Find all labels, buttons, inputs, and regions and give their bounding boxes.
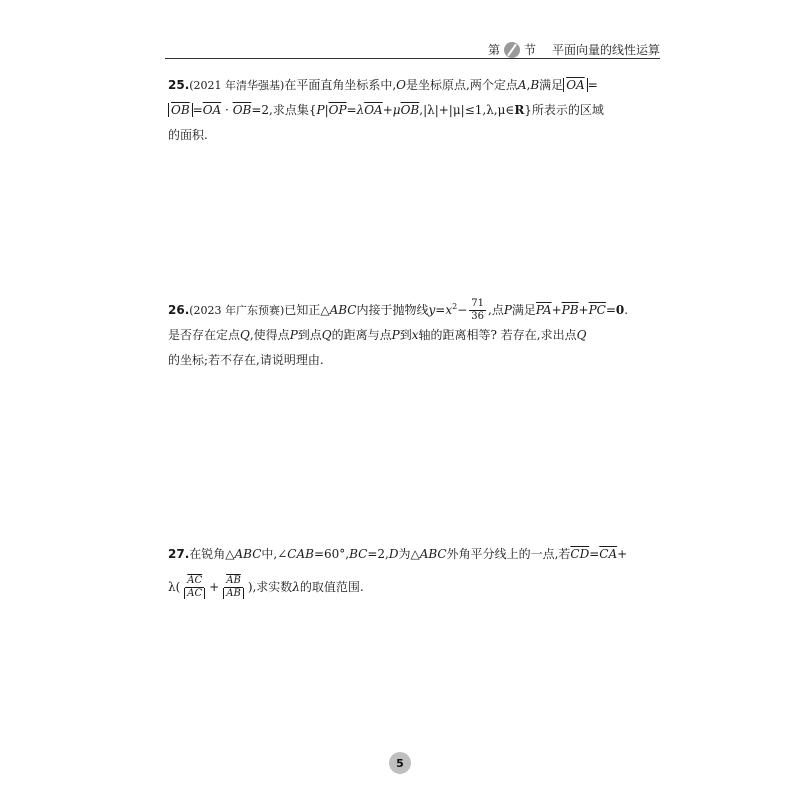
- vector-pb: $\overline{PB}$: [561, 303, 579, 317]
- fraction-71-36: $\frac{71}{36}$: [471, 298, 484, 322]
- problem-number: 26.: [168, 303, 190, 317]
- problem-25: 25.(2021 年清华强基)在平面直角坐标系中,O是坐标原点,两个定点A,B满足 $\overline{OA}$ = $\overline{OB} =\overline{OA} \cdot \overline{OB}=2$,求点集$\{P|\overline{OP}=\lambda\overline{OA}+\mu\overline{OB},|\lambda|+|\mu|\le 1,\lambda,\mu\in R\}$所表示的区域 的面积.: [168, 78, 604, 142]
- vector-pc: $\overline{PC}$: [588, 303, 606, 317]
- problem-number: 27.: [168, 547, 190, 561]
- vector-oa: $\overline{OA}$: [566, 78, 585, 92]
- fraction-ac-unit: $\frac{\overline{AC}}{AC}$: [182, 575, 207, 600]
- vector-ob: $\overline{OB}$: [171, 103, 190, 117]
- vector-cd: $\overline{CD}$: [570, 547, 590, 561]
- vector-op: $\overline{OP}$: [328, 103, 347, 117]
- page-header: [488, 41, 660, 58]
- header-suffix: 节: [523, 43, 536, 57]
- header-title: 平面向量的线性运算: [551, 43, 660, 57]
- problem-source: (2023 年广东预赛): [189, 304, 285, 317]
- problem-source: (2021 年清华强基): [189, 79, 285, 92]
- fraction-ab-unit: $\frac{\overline{AB}}{AB}$: [221, 575, 246, 600]
- vector-pa: $\overline{PA}$: [535, 303, 552, 317]
- page-number-badge: 5: [389, 752, 411, 774]
- problem-number: 25.: [168, 78, 190, 92]
- header-rule: [165, 58, 660, 59]
- vector-ca: $\overline{CA}$: [599, 547, 618, 561]
- section-number-mark-icon: [504, 42, 520, 58]
- problem-26: 26.(2023 年广东预赛)已知正△ABC内接于抛物线$y=x^2-$ $\frac{71}{36}$ ,点P满足$\overline{PA}+\overline{PB}+\overline{PC}=0$. 是否存在定点Q,使得点P到点Q的距离与点P到x轴的距离相等? 若存在,求出点Q 的坐标;若不存在,请说明理由.: [168, 298, 629, 367]
- problem-27: 27.在锐角△ABC中,∠CAB=60°,BC=2,D为△ABC外角平分线上的一点,若$\overline{CD}=\overline{CA}+$ λ( $\frac{\overline{AC}}{AC}$ + $\frac{\overline{AB}}{AB}$ ),求实数λ的取值范围.: [168, 547, 628, 599]
- header-prefix: 第: [487, 43, 500, 57]
